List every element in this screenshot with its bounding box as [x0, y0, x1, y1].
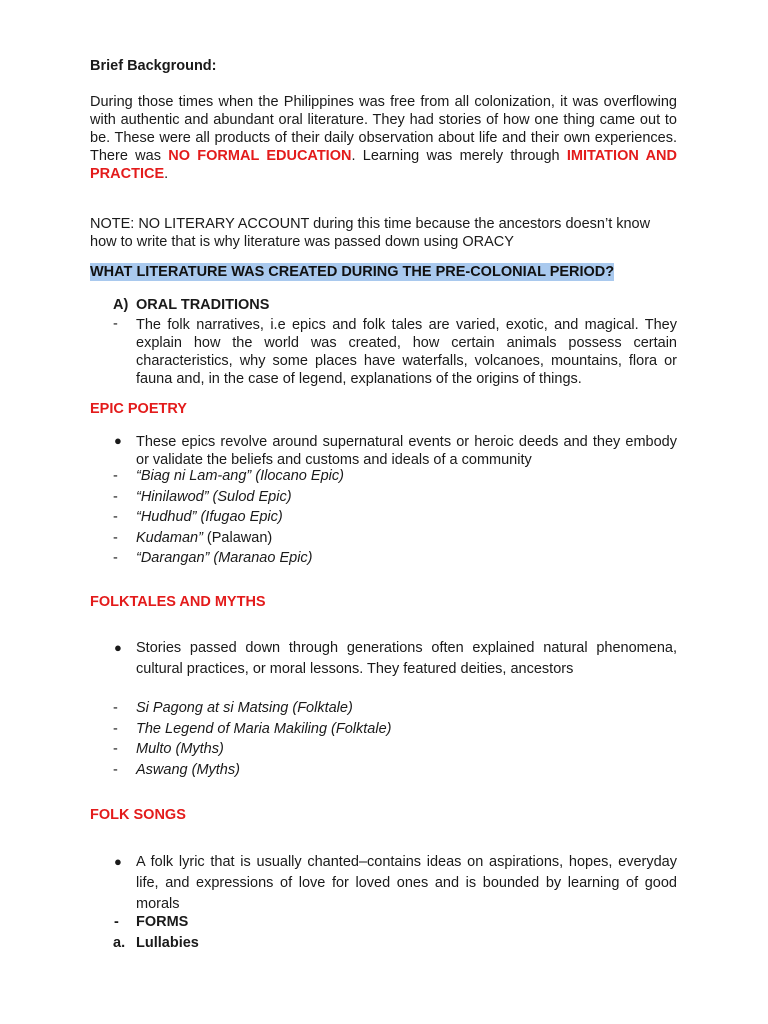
epic-poetry-heading: EPIC POETRY	[90, 401, 187, 417]
list-item	[90, 700, 677, 721]
folktales-bullet-item	[90, 638, 677, 700]
background-paragraph	[90, 93, 677, 183]
dash-marker: -	[113, 468, 118, 484]
list-item	[90, 509, 677, 530]
dash-marker: -	[114, 914, 119, 930]
dash-marker: -	[113, 741, 118, 758]
dash-marker: -	[113, 488, 118, 505]
dash-marker: -	[113, 700, 118, 716]
list-item	[90, 762, 677, 783]
oral-traditions-text: The folk narratives, i.e epics and folk tales are varied, exotic, and magical. They explain how the world was created, how certain animals possess certain characteristics, why some places have waterfalls, volcanoes, mountains, flora or fauna and, in the case of legend, explanations of the origins of things.	[136, 317, 677, 387]
epic-bullet-text: These epics revolve around supernatural events or heroic deeds and they embody or validate the beliefs and customs and ideals of a community	[136, 434, 677, 468]
background-text-1: During those times when the Philippines was free from all colonization, it was overflowing with authentic and abundant oral literature. They had stories of how one thing came out to be. These were all products of their daily observation about life and their own experiences. There was	[90, 94, 677, 164]
background-text-end: .	[164, 166, 169, 182]
oral-marker: A)	[113, 297, 129, 313]
bullet-icon: ●	[114, 433, 122, 448]
forms-label: FORMS	[136, 914, 189, 930]
lullabies-label: Lullabies	[136, 935, 199, 951]
lullabies-item	[90, 935, 677, 955]
no-formal-education-highlight: NO FORMAL EDUCATION	[168, 148, 352, 164]
dash-marker: -	[113, 762, 118, 779]
epic-list	[90, 468, 677, 571]
bullet-icon: ●	[114, 854, 122, 869]
background-text-2: . Learning was merely through	[351, 148, 567, 164]
question-highlight: WHAT LITERATURE WAS CREATED DURING THE PRE-COLONIAL PERIOD?	[90, 264, 615, 280]
epic-title: “Hinilawod” (Sulod Epic)	[136, 488, 292, 505]
question-heading	[90, 264, 614, 280]
dash-marker: -	[113, 529, 118, 546]
dash-marker: -	[113, 720, 118, 737]
folktale-title: Si Pagong at si Matsing (Folktale)	[136, 700, 353, 716]
imitation-practice-highlight: IMITATION AND PRACTICE	[90, 148, 677, 182]
list-item	[90, 489, 677, 510]
epic-bullet-item	[90, 433, 677, 471]
folk-songs-heading: FOLK SONGS	[90, 807, 186, 823]
epic-title: “Biag ni Lam-ang” (Ilocano Epic)	[136, 468, 344, 484]
songs-bullet-text: A folk lyric that is usually chanted–contains ideas on aspirations, hopes, everyday life, and expressions of love for loved ones and is bounded by learning of good morals	[136, 854, 677, 912]
list-item	[90, 468, 677, 489]
songs-bullet-item	[90, 852, 677, 914]
epic-region: (Palawan)	[202, 529, 273, 546]
folktale-title: The Legend of Maria Makiling (Folktale)	[136, 720, 392, 737]
list-item	[90, 741, 677, 762]
list-marker: a.	[113, 935, 126, 951]
list-item	[90, 721, 677, 742]
folktales-bullet-text: Stories passed down through generations often explained natural phenomena, cultural practices, or moral lessons. They featured deities, ancestors	[136, 640, 677, 677]
bullet-icon: ●	[114, 640, 122, 655]
folktale-title: Multo (Myths)	[136, 741, 224, 758]
oral-traditions-heading: ORAL TRADITIONS	[136, 297, 270, 313]
list-item	[90, 550, 677, 571]
section-heading-background: Brief Background:	[90, 58, 217, 74]
forms-item	[90, 914, 677, 934]
note-paragraph: NOTE: NO LITERARY ACCOUNT during this time because the ancestors doesn’t know how to write that is why literature was passed down using ORACY	[90, 216, 651, 250]
folktales-list	[90, 700, 677, 783]
list-item	[90, 530, 677, 551]
epic-title: “Darangan” (Maranao Epic)	[136, 550, 313, 566]
folktales-heading: FOLKTALES AND MYTHS	[90, 594, 266, 610]
epic-title: Kudaman”	[136, 529, 203, 546]
oral-item	[90, 316, 677, 391]
dash-marker: -	[113, 550, 118, 566]
folktale-title: Aswang (Myths)	[136, 762, 240, 779]
dash-marker: -	[113, 509, 118, 525]
oral-dash: -	[113, 316, 118, 332]
epic-title: “Hudhud” (Ifugao Epic)	[136, 509, 283, 525]
